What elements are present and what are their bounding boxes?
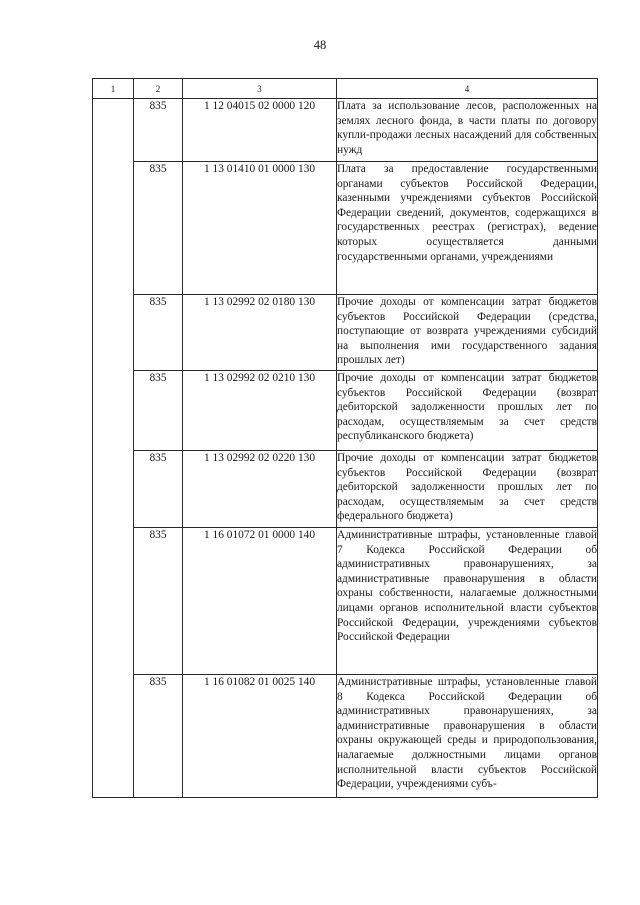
administrator-code: 835 [134, 675, 183, 798]
table-header-row [93, 79, 598, 99]
budget-classification-code: 1 13 02992 02 0180 130 [183, 295, 337, 371]
administrator-code: 835 [134, 162, 183, 295]
revenue-description: Административные штрафы, установленные главой 7 Кодекса Российской Федерации об административных правонарушениях, за административные правонарушения в области охраны собственности, налагаемые должностными лицами органов исполнительной власти субъектов Российской Федерации, учреждениями субъектов Российской Федерации [337, 528, 598, 675]
column-number-2: 2 [134, 79, 183, 99]
budget-codes-table [92, 78, 598, 798]
budget-classification-code: 1 13 01410 01 0000 130 [183, 162, 337, 295]
table-row [93, 162, 598, 295]
budget-classification-code: 1 13 02992 02 0220 130 [183, 451, 337, 528]
table-row [93, 99, 598, 162]
revenue-description: Прочие доходы от компенсации затрат бюджетов субъектов Российской Федерации (средства, поступающие от возврата учреждениями субсидий на выполнения ими государственного задания прошлых лет) [337, 295, 598, 371]
table-row [93, 528, 598, 675]
table-row [93, 675, 598, 798]
table-row [93, 371, 598, 451]
administrator-code: 835 [134, 99, 183, 162]
administrator-code: 835 [134, 451, 183, 528]
empty-group-cell [93, 99, 134, 798]
administrator-code: 835 [134, 371, 183, 451]
budget-classification-code: 1 13 02992 02 0210 130 [183, 371, 337, 451]
administrator-code: 835 [134, 528, 183, 675]
administrator-code: 835 [134, 295, 183, 371]
budget-classification-code: 1 16 01082 01 0025 140 [183, 675, 337, 798]
table-row [93, 295, 598, 371]
budget-classification-code: 1 12 04015 02 0000 120 [183, 99, 337, 162]
revenue-description: Административные штрафы, установленные главой 8 Кодекса Российской Федерации об административных правонарушениях, за административные правонарушения в области охраны окружающей среды и природопользования, налагаемые должностными лицами органов исполнительной власти субъектов Российской Федерации, учреждениями субъ- [337, 675, 598, 798]
budget-classification-code: 1 16 01072 01 0000 140 [183, 528, 337, 675]
column-number-4: 4 [337, 79, 598, 99]
column-number-1: 1 [93, 79, 134, 99]
table-row [93, 451, 598, 528]
column-number-3: 3 [183, 79, 337, 99]
revenue-description: Прочие доходы от компенсации затрат бюджетов субъектов Российской Федерации (возврат дебиторской задолженности прошлых лет по расходам, осуществляемым за счет средств федерального бюджета) [337, 451, 598, 528]
revenue-description: Плата за использование лесов, расположенных на землях лесного фонда, в части платы по договору купли-продажи лесных насаждений для собственных нужд [337, 99, 598, 162]
revenue-description: Плата за предоставление государственными органами субъектов Российской Федерации, казенными учреждениями субъектов Российской Федерации сведений, документов, содержащихся в государственных реестрах (регистрах), ведение которых осуществляется данными государственными органами, учреждениями [337, 162, 598, 295]
revenue-description: Прочие доходы от компенсации затрат бюджетов субъектов Российской Федерации (возврат дебиторской задолженности прошлых лет по расходам, осуществляемым за счет средств республиканского бюджета) [337, 371, 598, 451]
page-number: 48 [313, 38, 327, 52]
